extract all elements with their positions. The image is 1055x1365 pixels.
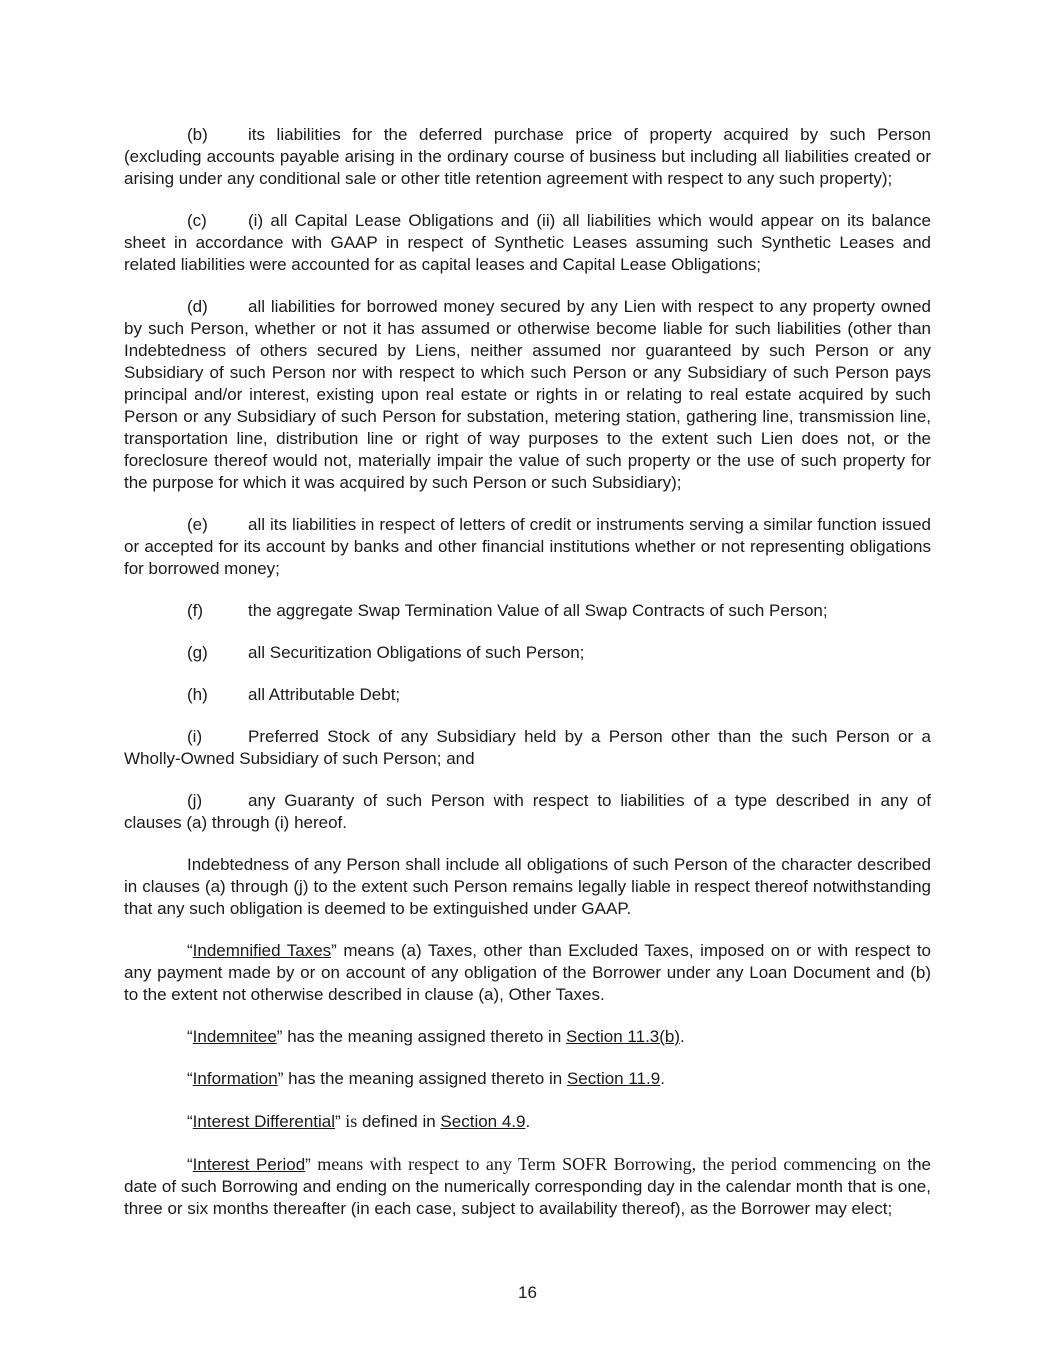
- clause-number: (i): [187, 727, 203, 746]
- clause-number: (e): [187, 515, 208, 534]
- definition-text: means (a) Taxes, other than Excluded Taxes, imposed on or with respect to any payment made by or on account of any obligation of the Borrower under any Loan Document and (b) to the extent not otherwise described in clause (a), Other Taxes.: [124, 941, 932, 1004]
- close-quote: ”: [335, 1112, 341, 1131]
- defined-term: Indemnitee: [192, 1027, 277, 1046]
- defined-term: Interest Period: [192, 1155, 306, 1174]
- defined-term: Interest Differential: [192, 1112, 336, 1131]
- defined-term: Information: [192, 1069, 278, 1088]
- clause-number: (c): [187, 211, 207, 230]
- clause-text: all liabilities for borrowed money secured by any Lien with respect to any property owned by such Person, whether or not it has assumed or otherwise become liable for such liabilities (other than Indebtedness of others secured by Liens, neither assumed nor guaranteed by such Person or any Subsidiary of such Person nor with respect to which such Person or any Subsidiary of such Person pays principal and/or interest, existing upon real estate or rights in or relating to real estate acquired by such Person or any Subsidiary of such Person for substation, metering station, gathering line, transmission line, transportation line, distribution line or right of way purposes to the extent such Lien does not, or the foreclosure thereof would not, materially impair the value of such property or the use of such property for the purpose for which it was acquired by such Person or such Subsidiary);: [124, 297, 931, 492]
- definition-indemnitee: [124, 1026, 931, 1048]
- section-reference: Section 11.3(b): [566, 1027, 681, 1046]
- clause-text: any Guaranty of such Person with respect to liabilities of a type described in any of clauses (a) through (i) hereof.: [124, 791, 931, 832]
- clause-e: [124, 514, 931, 580]
- indebtedness-note: Indebtedness of any Person shall include all obligations of such Person of the character described in clauses (a) through (j) to the extent such Person remains legally liable in respect thereof notwithstanding that any such obligation is deemed to be extinguished under GAAP.: [124, 855, 931, 918]
- definition-interest-period: [124, 1153, 931, 1220]
- definition-text: the date of such Borrowing and ending on the numerically corresponding day in the calendar month that is one, three or six months thereafter (in each case, subject to availability thereof), as the Borrower may elect;: [124, 1155, 931, 1218]
- definition-end: .: [525, 1112, 531, 1131]
- clause-text: Preferred Stock of any Subsidiary held by a Person other than the such Person or a Wholly-Owned Subsidiary of such Person; and: [124, 727, 931, 768]
- close-quote: ”: [305, 1155, 311, 1174]
- open-quote: “: [187, 1027, 193, 1046]
- clause-h: [124, 684, 931, 706]
- clause-text: all its liabilities in respect of letters of credit or instruments serving a similar function issued or accepted for its account by banks and other financial institutions whether or not representing obligations for borrowed money;: [124, 515, 931, 578]
- clause-number: (b): [187, 125, 208, 144]
- definition-text: has the meaning assigned thereto in: [283, 1069, 567, 1088]
- close-quote: ”: [331, 941, 337, 960]
- clause-c: [124, 210, 931, 276]
- clause-number: (h): [187, 685, 208, 704]
- clause-b: [124, 124, 931, 190]
- clause-number: (g): [187, 643, 208, 662]
- close-quote: ”: [277, 1069, 284, 1088]
- section-reference: Section 11.9: [566, 1069, 661, 1088]
- document-page: [124, 124, 931, 1240]
- page-number: 16: [518, 1283, 537, 1302]
- definition-interest-differential: [124, 1110, 931, 1133]
- definition-end: .: [680, 1027, 685, 1046]
- definition-indemnified-taxes: [124, 940, 931, 1006]
- open-quote: “: [187, 1155, 193, 1174]
- defined-term: Indemnified Taxes: [192, 941, 332, 960]
- clause-number: (j): [187, 791, 203, 810]
- clause-number: (d): [187, 297, 208, 316]
- definition-text-serif: means with respect to any Term SOFR Borrowing, the period commencing on: [310, 1154, 901, 1174]
- clause-g: [124, 642, 931, 664]
- clause-f: [124, 600, 931, 622]
- clause-text: the aggregate Swap Termination Value of all Swap Contracts of such Person;: [248, 601, 828, 620]
- close-quote: ”: [276, 1027, 283, 1046]
- section-reference: Section 4.9: [440, 1112, 526, 1131]
- definition-information: [124, 1068, 931, 1090]
- definition-end: .: [660, 1069, 665, 1088]
- definition-text: defined in: [357, 1112, 441, 1131]
- open-quote: “: [187, 1069, 193, 1088]
- clause-text: all Securitization Obligations of such Person;: [248, 643, 585, 662]
- clause-text: all Attributable Debt;: [248, 685, 401, 704]
- clause-i: [124, 726, 931, 770]
- clause-j: [124, 790, 931, 834]
- open-quote: “: [187, 1112, 193, 1131]
- definition-text-serif: is: [340, 1111, 358, 1131]
- clause-number: (f): [187, 601, 204, 620]
- clause-text: (i) all Capital Lease Obligations and (ii) all liabilities which would appear on its balance sheet in accordance with GAAP in respect of Synthetic Leases assuming such Synthetic Leases and related liabilities were accounted for as capital leases and Capital Lease Obligations;: [124, 211, 931, 274]
- clause-d: [124, 296, 931, 494]
- open-quote: “: [187, 941, 193, 960]
- definition-text: has the meaning assigned thereto in: [282, 1027, 566, 1046]
- clause-text: its liabilities for the deferred purchase price of property acquired by such Person (excluding accounts payable arising in the ordinary course of business but including all liabilities created or arising under any conditional sale or other title retention agreement with respect to any such property);: [124, 125, 931, 188]
